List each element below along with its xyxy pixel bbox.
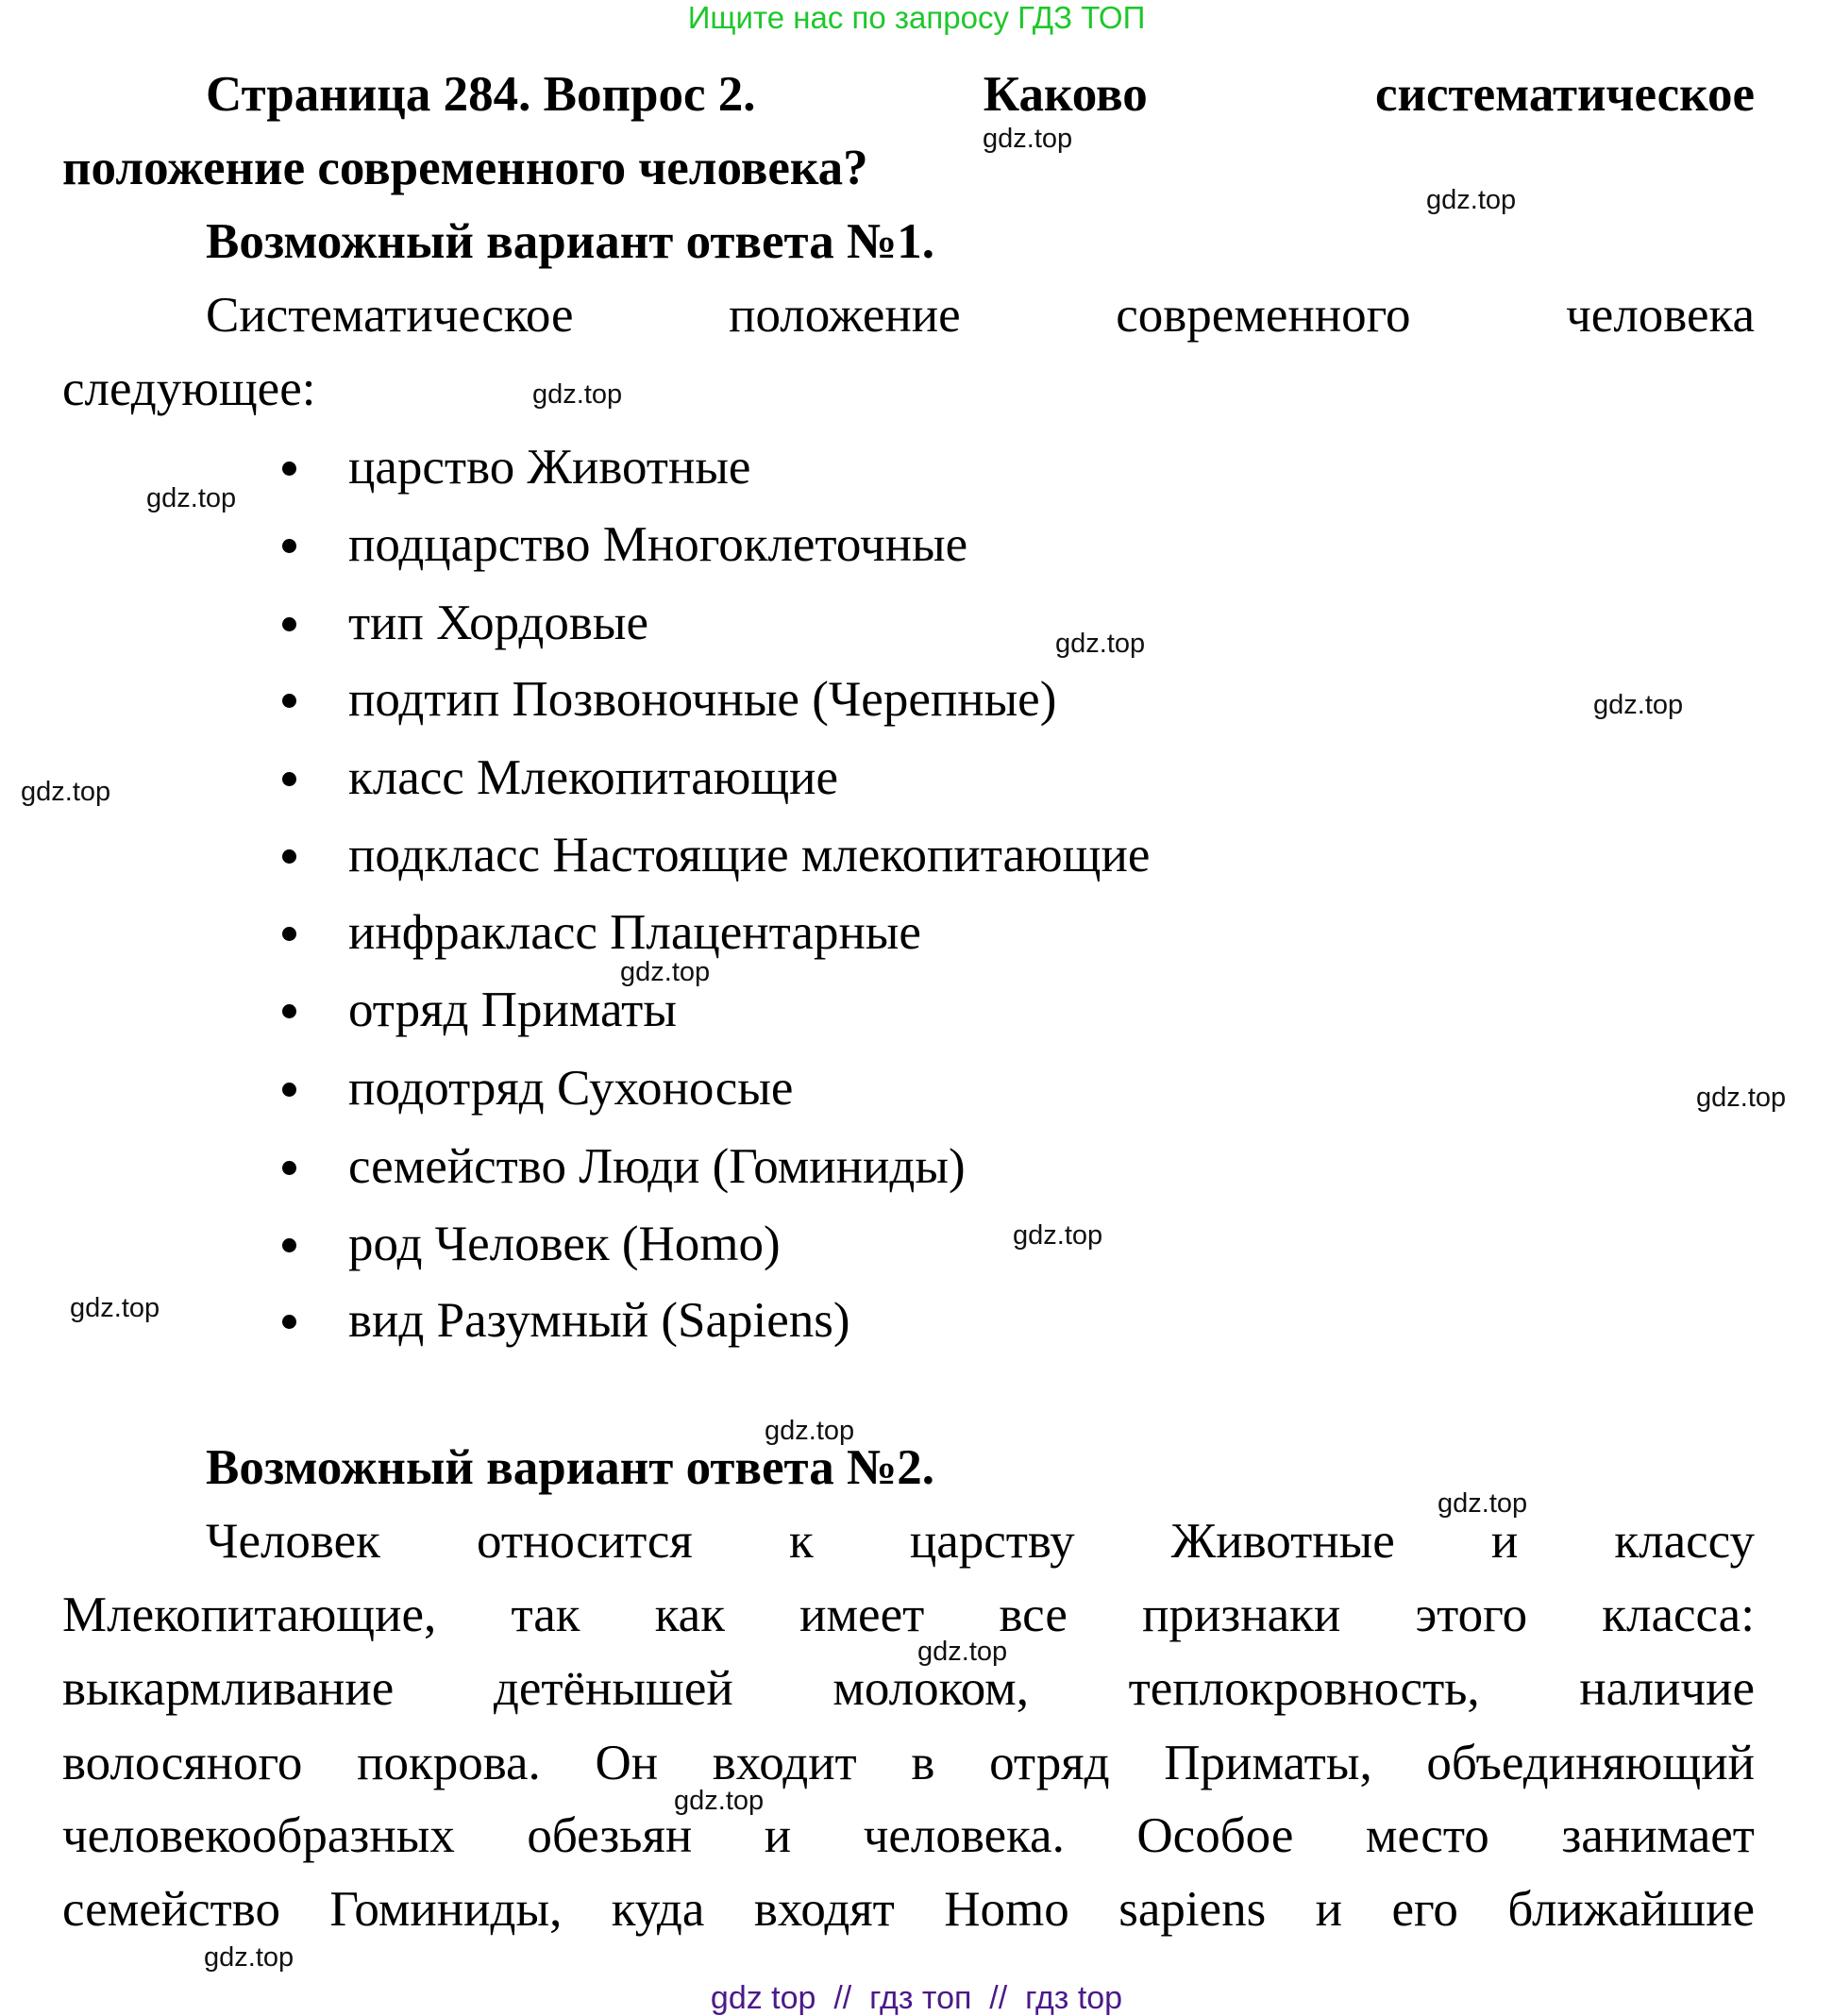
bullet-icon <box>282 1238 296 1252</box>
word: к <box>788 1514 814 1569</box>
list-item: царство Животные <box>348 440 751 495</box>
word: и <box>1315 1882 1343 1937</box>
word: детёнышей <box>493 1661 733 1716</box>
word: Гоминиды, <box>329 1882 563 1937</box>
list-item: инфракласс Плацентарные <box>348 905 921 960</box>
list-item: семейство Люди (Гоминиды) <box>348 1139 966 1194</box>
intro-word: человека <box>1566 288 1755 343</box>
word: все <box>999 1588 1068 1642</box>
question-word: систематическое <box>1374 67 1755 122</box>
word: Приматы, <box>1164 1736 1372 1790</box>
word: sapiens <box>1118 1882 1267 1937</box>
watermark: gdz.top <box>1013 1220 1103 1251</box>
bullet-icon <box>282 1004 296 1018</box>
search-banner: Ищите нас по запросу ГДЗ ТОП <box>687 0 1146 35</box>
bullet-icon <box>282 927 296 941</box>
bullet-icon <box>282 1161 296 1175</box>
word: отряд <box>989 1736 1110 1790</box>
word: объединяющий <box>1426 1736 1755 1790</box>
word: человекообразных <box>62 1808 455 1863</box>
bullet-icon <box>282 1315 296 1329</box>
list-item: класс Млекопитающие <box>348 750 839 805</box>
watermark: gdz.top <box>620 957 711 987</box>
word: Человек <box>206 1514 380 1569</box>
list-item: вид Разумный (Sapiens) <box>348 1293 850 1348</box>
watermark: gdz.top <box>204 1942 294 1973</box>
answer-1-intro-line-2: следующее: <box>62 361 316 416</box>
word: Homo <box>944 1882 1069 1937</box>
word: выкармливание <box>62 1661 395 1716</box>
watermark: gdz.top <box>917 1637 1008 1667</box>
word: Млекопитающие, <box>62 1588 437 1642</box>
word: ближайшие <box>1507 1882 1755 1937</box>
bullet-icon <box>282 539 296 553</box>
bullet-icon <box>282 1083 296 1097</box>
word: царству <box>909 1514 1075 1569</box>
list-item: род Человек (Homo) <box>348 1217 781 1271</box>
word: класса: <box>1602 1588 1755 1642</box>
watermark: gdz.top <box>765 1416 855 1446</box>
list-item: отряд Приматы <box>348 983 677 1037</box>
word: покрова. <box>357 1736 541 1790</box>
word: как <box>654 1588 725 1642</box>
word: его <box>1391 1882 1458 1937</box>
word: относится <box>477 1514 693 1569</box>
question-number: Страница 284. Вопрос 2. <box>206 67 756 122</box>
answer-2-line <box>62 1585 1755 1645</box>
watermark: gdz.top <box>1055 629 1146 659</box>
word: Он <box>595 1736 659 1790</box>
word: так <box>511 1588 580 1642</box>
list-item: подтип Позвоночные (Черепные) <box>348 672 1057 727</box>
word: Особое <box>1136 1808 1294 1863</box>
watermark: gdz.top <box>1593 690 1684 720</box>
watermark: gdz.top <box>674 1786 765 1816</box>
watermark: gdz.top <box>983 124 1073 154</box>
answer-2-line <box>62 1658 1755 1719</box>
word: Животные <box>1170 1514 1395 1569</box>
word: теплокровность, <box>1128 1661 1480 1716</box>
word: этого <box>1415 1588 1528 1642</box>
word: входит <box>712 1736 857 1790</box>
watermark: gdz.top <box>21 777 111 807</box>
bullet-icon <box>282 772 296 786</box>
question-title-line-1 <box>206 64 1755 125</box>
word: место <box>1365 1808 1489 1863</box>
word: классу <box>1614 1514 1755 1569</box>
word: обезьян <box>527 1808 693 1863</box>
footer-watermark: gdz top // гдз топ // гдз top <box>710 1980 1123 2016</box>
bullet-icon <box>282 462 296 476</box>
watermark: gdz.top <box>70 1293 160 1323</box>
word: наличие <box>1579 1661 1755 1716</box>
list-item: подцарство Многоклеточные <box>348 517 968 572</box>
word: имеет <box>799 1588 925 1642</box>
word: человека. <box>863 1808 1065 1863</box>
word: куда <box>611 1882 705 1937</box>
watermark: gdz.top <box>146 483 237 513</box>
bullet-icon <box>282 849 296 864</box>
word: молоком, <box>832 1661 1029 1716</box>
intro-word: современного <box>1116 288 1411 343</box>
answer-2-line <box>206 1511 1755 1571</box>
answer-2-line <box>62 1806 1755 1866</box>
answer-2-heading: Возможный вариант ответа №2. <box>206 1440 934 1495</box>
word: входят <box>753 1882 895 1937</box>
intro-word: положение <box>729 288 961 343</box>
answer-2-line <box>62 1879 1755 1940</box>
word: в <box>911 1736 935 1790</box>
intro-word: Систематическое <box>206 288 574 343</box>
answer-1-intro-line-1 <box>206 285 1755 345</box>
word: и <box>1490 1514 1519 1569</box>
bullet-icon <box>282 617 296 631</box>
word: семейство <box>62 1882 280 1937</box>
word: признаки <box>1142 1588 1341 1642</box>
answer-1-heading: Возможный вариант ответа №1. <box>206 214 934 269</box>
word: занимает <box>1561 1808 1755 1863</box>
watermark: gdz.top <box>532 379 623 410</box>
watermark: gdz.top <box>1438 1488 1528 1519</box>
watermark: gdz.top <box>1696 1083 1787 1113</box>
list-item: подотряд Сухоносые <box>348 1061 794 1116</box>
word: и <box>764 1808 792 1863</box>
bullet-icon <box>282 694 296 708</box>
answer-2-line <box>62 1733 1755 1793</box>
question-title-line-2: положение современного человека? <box>62 141 868 195</box>
watermark: gdz.top <box>1426 185 1517 215</box>
question-word: Каково <box>983 67 1148 122</box>
word: волосяного <box>62 1736 303 1790</box>
list-item: подкласс Настоящие млекопитающие <box>348 828 1151 882</box>
list-item: тип Хордовые <box>348 596 648 650</box>
